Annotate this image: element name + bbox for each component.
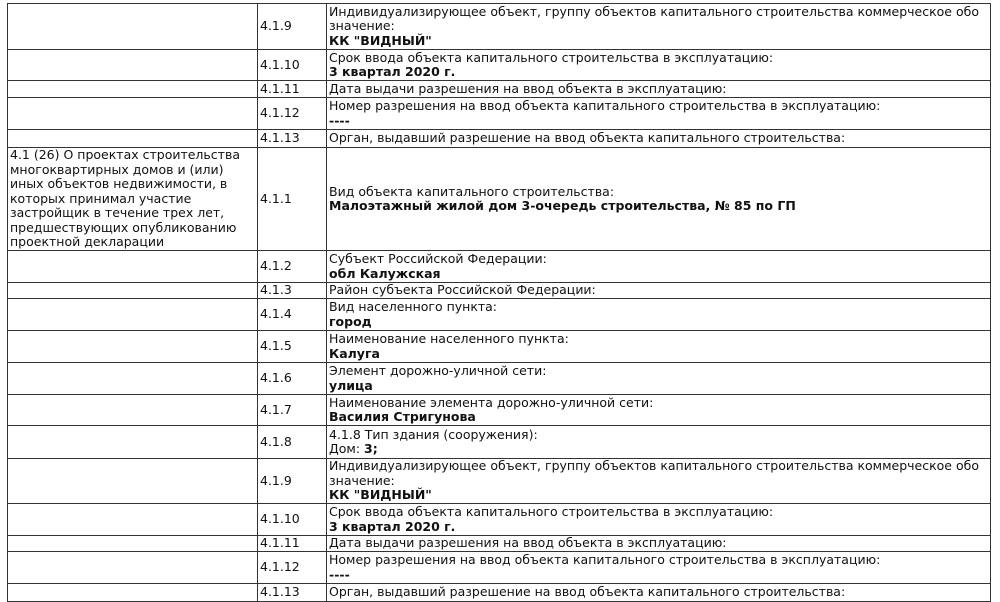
item-content	[327, 536, 991, 552]
item-label: Наименование населенного пункта:	[329, 331, 569, 346]
table-row	[8, 148, 991, 251]
item-code: 4.1.2	[258, 251, 327, 283]
item-content	[327, 283, 991, 299]
item-content	[327, 299, 991, 331]
table-row	[8, 299, 991, 331]
section-cell	[8, 504, 258, 536]
table-row	[8, 81, 991, 98]
item-label: Вид населенного пункта:	[329, 299, 498, 314]
table-row	[8, 426, 991, 459]
item-code: 4.1.5	[258, 331, 327, 363]
table-row	[8, 536, 991, 552]
item-content	[327, 552, 991, 584]
item-code: 4.1.11	[258, 536, 327, 552]
item-code: 4.1.8	[258, 426, 327, 459]
item-value: 3 квартал 2020 г.	[329, 518, 456, 534]
section-cell	[8, 130, 258, 148]
item-code: 4.1.10	[258, 50, 327, 81]
declaration-table	[7, 3, 991, 602]
item-code: 4.1.4	[258, 299, 327, 331]
item-value: ----	[329, 112, 350, 128]
item-label-continued: значение:	[329, 18, 395, 34]
section-cell	[8, 299, 258, 331]
table-row	[8, 552, 991, 584]
item-label: Номер разрешения на ввод объекта капитального строительства в эксплуатацию:	[329, 98, 881, 113]
section-cell: 4.1 (26) О проектах строительства многоквартирных домов и (или) иных объектов недвижимости, в которых принимал участие застройщик в течение трех лет, предшествующих опубликованию проектной декларации	[8, 148, 258, 251]
section-cell	[8, 459, 258, 504]
item-label: Район субъекта Российской Федерации:	[329, 282, 596, 298]
item-label: Номер разрешения на ввод объекта капитального строительства в эксплуатацию:	[329, 552, 881, 567]
section-cell	[8, 251, 258, 283]
item-content	[327, 50, 991, 81]
table-row	[8, 584, 991, 602]
item-value-prefix: Дом:	[329, 441, 365, 456]
item-content	[327, 331, 991, 363]
table-row	[8, 283, 991, 299]
item-label: Вид объекта капитального строительства:	[329, 183, 615, 199]
section-cell	[8, 426, 258, 459]
item-label: Дата выдачи разрешения на ввод объекта в эксплуатацию:	[329, 535, 727, 551]
item-label: 4.1.8 Тип здания (сооружения):	[329, 426, 538, 442]
table-row	[8, 130, 991, 148]
item-value: КК "ВИДНЫЙ"	[329, 32, 432, 48]
item-content	[327, 251, 991, 283]
table-row	[8, 331, 991, 363]
item-value: город	[329, 313, 372, 329]
section-cell	[8, 536, 258, 552]
item-label: Срок ввода объекта капитального строительства в эксплуатацию:	[329, 504, 774, 519]
item-code: 4.1.12	[258, 552, 327, 584]
item-content	[327, 363, 991, 395]
item-value: 3;	[364, 441, 378, 456]
item-label: Наименование элемента дорожно-уличной сети:	[329, 394, 654, 410]
item-code: 4.1.1	[258, 148, 327, 251]
section-cell	[8, 81, 258, 98]
item-value: КК "ВИДНЫЙ"	[329, 487, 432, 503]
item-content	[327, 4, 991, 50]
section-cell	[8, 363, 258, 395]
item-code: 4.1.11	[258, 81, 327, 98]
table-row	[8, 363, 991, 395]
table-row	[8, 395, 991, 426]
section-cell	[8, 283, 258, 299]
item-value: 3 квартал 2020 г.	[329, 64, 456, 79]
item-label: Дата выдачи разрешения на ввод объекта в эксплуатацию:	[329, 80, 727, 96]
item-label: Орган, выдавший разрешение на ввод объекта капитального строительства:	[329, 584, 846, 600]
section-cell	[8, 552, 258, 584]
section-cell	[8, 50, 258, 81]
table-row	[8, 50, 991, 81]
section-cell	[8, 98, 258, 130]
item-content	[327, 584, 991, 602]
item-content	[327, 81, 991, 98]
table-row	[8, 4, 991, 50]
table-row	[8, 98, 991, 130]
item-label: Орган, выдавший разрешение на ввод объекта капитального строительства:	[329, 130, 846, 146]
item-value: Василия Стригунова	[329, 409, 476, 424]
item-content	[327, 426, 991, 459]
section-cell	[8, 584, 258, 602]
item-code: 4.1.9	[258, 4, 327, 50]
item-content	[327, 98, 991, 130]
section-cell	[8, 4, 258, 50]
item-label: Субъект Российской Федерации:	[329, 251, 547, 266]
item-content	[327, 459, 991, 504]
item-value: улица	[329, 377, 373, 393]
item-content	[327, 148, 991, 251]
item-code: 4.1.13	[258, 130, 327, 148]
table-row	[8, 251, 991, 283]
item-code: 4.1.3	[258, 283, 327, 299]
item-content	[327, 395, 991, 426]
item-code: 4.1.12	[258, 98, 327, 130]
item-code: 4.1.9	[258, 459, 327, 504]
section-cell	[8, 395, 258, 426]
section-cell	[8, 331, 258, 363]
item-value: ----	[329, 566, 350, 582]
item-code: 4.1.10	[258, 504, 327, 536]
item-content	[327, 504, 991, 536]
table-row	[8, 504, 991, 536]
item-label: Элемент дорожно-уличной сети:	[329, 363, 547, 378]
item-code: 4.1.13	[258, 584, 327, 602]
item-value: Малоэтажный жилой дом 3-очередь строительства, № 85 по ГП	[329, 198, 796, 213]
item-label-continued: значение:	[329, 472, 395, 488]
item-label: Индивидуализирующее объект, группу объектов капитального строительства коммерческое обо	[329, 458, 979, 474]
item-label: Индивидуализирующее объект, группу объектов капитального строительства коммерческое обо	[329, 3, 979, 19]
item-value: Калуга	[329, 345, 380, 361]
item-code: 4.1.7	[258, 395, 327, 426]
item-code: 4.1.6	[258, 363, 327, 395]
item-label: Срок ввода объекта капитального строительства в эксплуатацию:	[329, 49, 774, 65]
item-value: обл Калужская	[329, 265, 441, 281]
item-content	[327, 130, 991, 148]
table-row	[8, 459, 991, 504]
